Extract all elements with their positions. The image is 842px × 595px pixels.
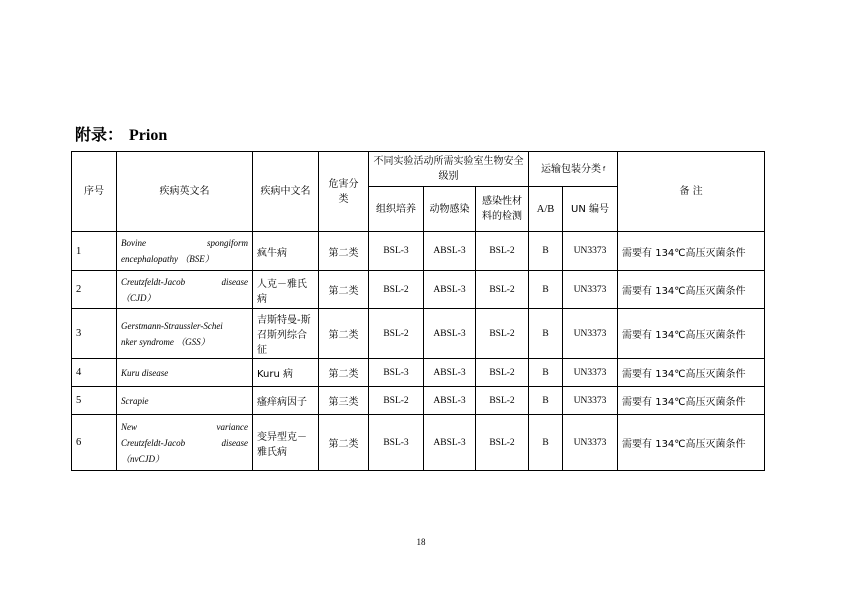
table-row [72,271,765,309]
table-row [72,415,765,471]
table-row [72,359,765,387]
row-seq: 5 [72,387,117,415]
table-row [72,309,765,359]
header-seq: 序号 [72,152,117,232]
row-en-line: nker syndrome （GSS） [121,336,210,347]
row-un: UN3373 [563,232,618,271]
row-seq: 2 [72,271,117,309]
page-number: 18 [416,537,426,547]
row-en-line: New variance [121,421,248,432]
header-transport-label: 运输包装分类 [540,163,601,175]
row-hazard: 第二类 [319,309,369,359]
header-note: 备 注 [618,152,765,232]
row-animal: ABSL-3 [424,359,476,387]
row-animal: ABSL-3 [424,232,476,271]
row-test: BSL-2 [476,271,529,309]
row-culture: BSL-2 [369,387,424,415]
row-animal: ABSL-3 [424,309,476,359]
row-hazard: 第二类 [319,415,369,471]
row-en-line: encephalopathy （BSE） [121,254,214,264]
row-en-name: Kuru disease [117,359,253,387]
row-test: BSL-2 [476,415,529,471]
row-note: 需要有 134℃高压灭菌条件 [618,232,765,271]
row-note: 需要有 134℃高压灭菌条件 [618,309,765,359]
row-cn-name: 吉斯特曼-斯召斯列综合征 [253,309,319,359]
row-un: UN3373 [563,387,618,415]
header-transport-group [529,152,618,187]
row-note: 需要有 134℃高压灭菌条件 [618,359,765,387]
row-hazard: 第三类 [319,387,369,415]
row-en-name [117,309,253,359]
row-note: 需要有 134℃高压灭菌条件 [618,271,765,309]
row-note: 需要有 134℃高压灭菌条件 [618,387,765,415]
row-culture: BSL-3 [369,415,424,471]
row-un: UN3373 [563,271,618,309]
row-test: BSL-2 [476,232,529,271]
row-ab: B [529,387,563,415]
row-cn-name: 瘙痒病因子 [253,387,319,415]
row-animal: ABSL-3 [424,415,476,471]
header-culture: 组织培养 [369,187,424,232]
row-note: 需要有 134℃高压灭菌条件 [618,415,765,471]
row-animal: ABSL-3 [424,271,476,309]
row-test: BSL-2 [476,359,529,387]
header-transport-footnote: f [602,165,606,173]
row-animal: ABSL-3 [424,387,476,415]
row-culture: BSL-3 [369,232,424,271]
header-row-1 [72,152,765,187]
title-prefix: 附录： [75,125,124,144]
row-culture: BSL-2 [369,309,424,359]
row-en-line: （nvCJD） [121,453,164,464]
table-row [72,387,765,415]
row-en-name [117,271,253,309]
page-title [75,122,167,145]
row-en-line: Creutzfeldt-Jacob disease [121,276,248,287]
header-animal: 动物感染 [424,187,476,232]
row-ab: B [529,415,563,471]
header-infect-test: 感染性材料的检测 [476,187,529,232]
header-en-name: 疾病英文名 [117,152,253,232]
row-ab: B [529,271,563,309]
prion-table [71,151,765,471]
table-row [72,232,765,271]
row-en-line: Bovine spongiform [121,238,248,248]
row-en-line: Gerstmann-Straussler-Schei [121,320,223,331]
header-hazard-label: 危害分类 [328,178,359,205]
row-en-name [117,232,253,271]
header-un: UN 编号 [563,187,618,232]
row-un: UN3373 [563,415,618,471]
row-un: UN3373 [563,359,618,387]
header-cn-name: 疾病中文名 [253,152,319,232]
row-seq: 3 [72,309,117,359]
row-hazard: 第二类 [319,232,369,271]
row-en-line: Creutzfeldt-Jacob disease [121,437,248,448]
row-cn-name: 变异型克－雅氏病 [253,415,319,471]
row-en-line: （CJD） [121,292,156,303]
header-biosafety-group: 不同实验活动所需实验室生物安全级别 [369,152,529,187]
row-en-name: Scrapie [117,387,253,415]
row-culture: BSL-3 [369,359,424,387]
row-seq: 6 [72,415,117,471]
row-test: BSL-2 [476,387,529,415]
row-hazard: 第二类 [319,271,369,309]
row-cn-name: Kuru 病 [253,359,319,387]
row-un: UN3373 [563,309,618,359]
row-ab: B [529,232,563,271]
row-cn-name: 人克－雅氏病 [253,271,319,309]
title-name: Prion [129,127,168,144]
row-cn-name: 疯牛病 [253,232,319,271]
row-ab: B [529,309,563,359]
row-en-name [117,415,253,471]
row-test: BSL-2 [476,309,529,359]
header-ab: A/B [529,187,563,232]
row-seq: 1 [72,232,117,271]
row-culture: BSL-2 [369,271,424,309]
header-hazard [319,152,369,232]
row-seq: 4 [72,359,117,387]
row-hazard: 第二类 [319,359,369,387]
row-ab: B [529,359,563,387]
